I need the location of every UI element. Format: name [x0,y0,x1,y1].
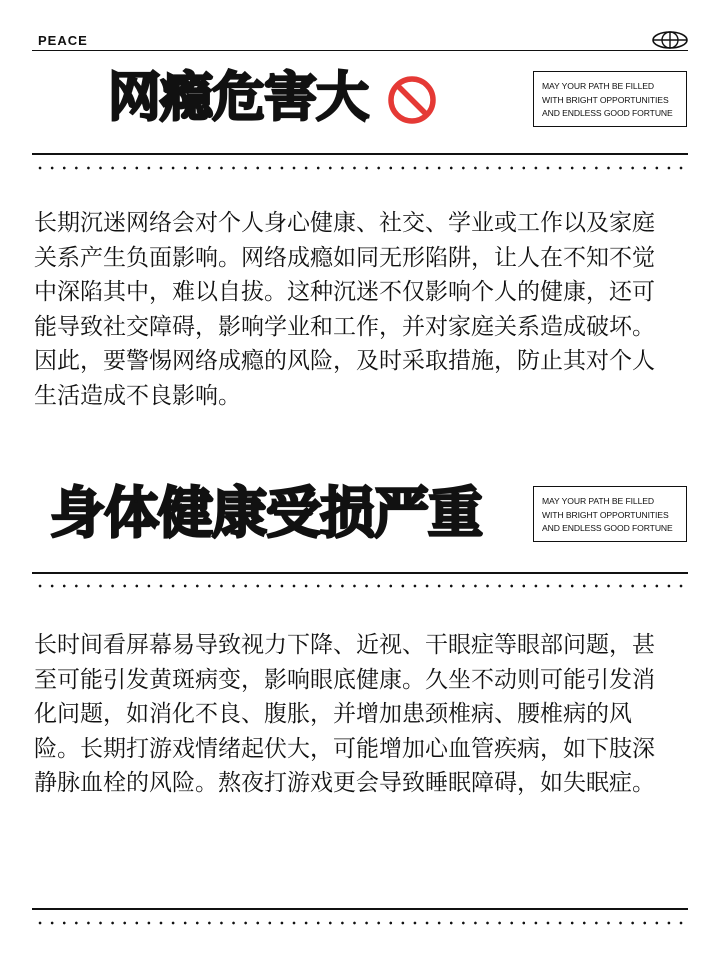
tagline-box [533,71,687,127]
tagline-line: WITH BRIGHT OPPORTUNITIES [542,94,669,105]
section-divider [32,572,688,574]
bottom-divider [32,908,688,910]
tagline-line: MAY YOUR PATH BE FILLED [542,81,654,91]
section-body-paragraph: 长期沉迷网络会对个人身心健康、社交、学业或工作以及家庭关系产生负面影响。网络成瘾如同无形陷阱，让人在不知不觉中深陷其中，难以自拔。这种沉迷不仅影响个人的健康，还可能导致社交障碍，影响学业和工作，并对家庭关系造成破坏。因此，要警惕网络成瘾的风险，及时采取措施，防止其对个人生活造成不良影响。 [34,210,655,409]
dotted-divider [32,921,688,925]
section-divider [32,153,688,155]
tagline-line: WITH BRIGHT OPPORTUNITIES [542,509,669,520]
section-title-internet-addiction: 网瘾危害大 [108,67,368,128]
section-title-physical-health: 身体健康受损严重 [50,481,483,545]
dotted-divider [32,584,688,588]
brand-name: PEACE [38,33,88,48]
prohibited-icon [386,74,438,126]
dotted-divider [32,166,688,170]
globe-logo-icon [652,31,688,49]
tagline-line: AND ENDLESS GOOD FORTUNE [542,523,673,533]
tagline-line: AND ENDLESS GOOD FORTUNE [542,108,673,118]
tagline-line: MAY YOUR PATH BE FILLED [542,496,654,506]
top-divider [32,50,688,51]
tagline-box [533,486,687,542]
section-body-paragraph: 长时间看屏幕易导致视力下降、近视、干眼症等眼部问题，甚至可能引发黄斑病变，影响眼底健康。久坐不动则可能引发消化问题，如消化不良、腹胀，并增加患颈椎病、腰椎病的风险。长期打游戏情绪起伏大，可能增加心血管疾病，如下肢深静脉血栓的风险。熬夜打游戏更会导致睡眠障碍，如失眠症。 [34,632,655,796]
